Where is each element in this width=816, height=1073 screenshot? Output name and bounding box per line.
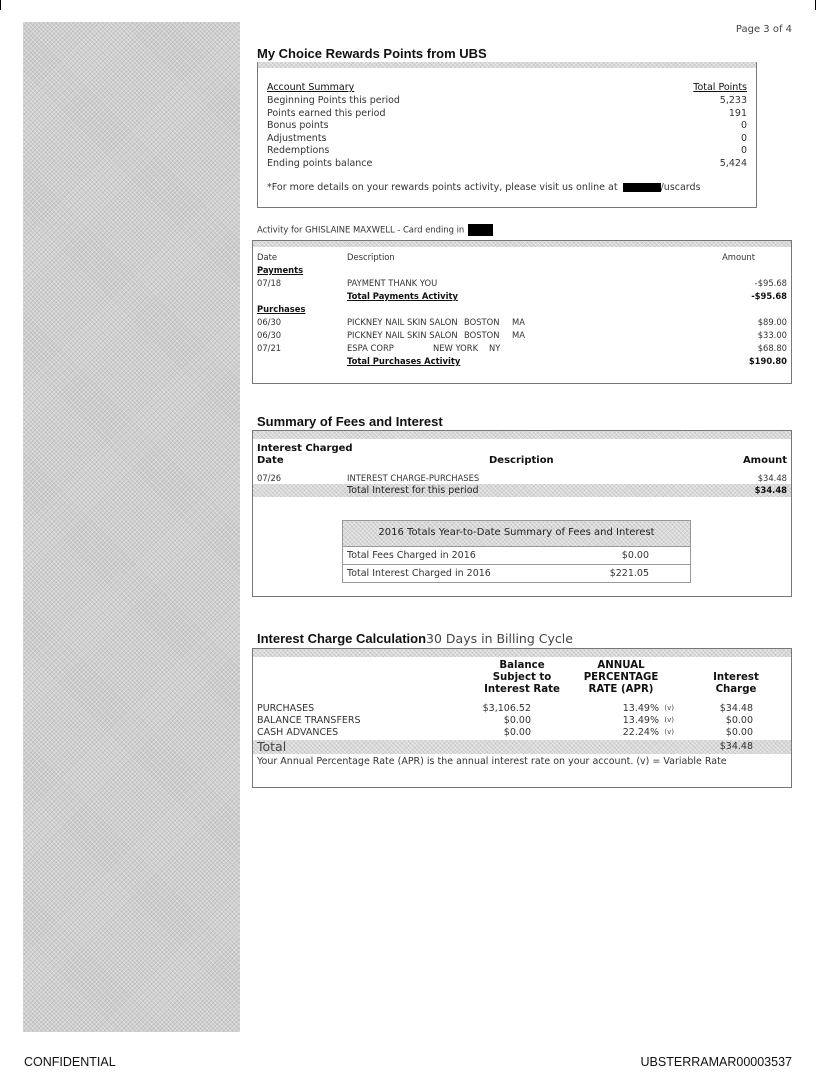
fees-total-row [253, 484, 791, 497]
rewards-note-suffix: /uscards [660, 182, 701, 193]
rewards-row-value: 0 [740, 120, 747, 131]
page-number: Page 3 of 4 [735, 24, 792, 35]
col-amount-header: Amount [722, 252, 755, 262]
ytd-header-band [343, 521, 690, 546]
ytd-row-label: Total Interest Charged in 2016 [347, 568, 491, 579]
bates-number: UBSTERRAMAR00003537 [640, 1055, 792, 1069]
calc-charge: $0.00 [725, 715, 753, 726]
calc-total-amount: $34.48 [719, 741, 753, 752]
calc-balance: $3,106.52 [482, 703, 531, 714]
fees-title: Summary of Fees and Interest [257, 414, 443, 429]
activity-header-row [253, 252, 791, 265]
txn-city: BOSTON [464, 330, 500, 340]
rewards-note [267, 182, 701, 195]
fees-total-amount: $34.48 [754, 485, 787, 495]
account-summary-label: Account Summary [267, 82, 355, 93]
variable-rate-flag: (v) [664, 716, 674, 724]
txn-amount: $89.00 [757, 317, 787, 327]
total-points-label: Total Points [693, 82, 747, 93]
ytd-row-value: $221.05 [609, 568, 649, 579]
calc-row [253, 715, 791, 727]
apr-note: Your Annual Percentage Rate (APR) is the annual interest rate on your account. (v) = Variable Rate [257, 756, 727, 767]
txn-date: 06/30 [257, 330, 282, 340]
txn-date: 06/30 [257, 317, 282, 327]
fee-date: 07/26 [257, 473, 282, 483]
rewards-row-label: Ending points balance [267, 157, 373, 169]
calc-table [252, 648, 792, 788]
calc-total-label: Total [257, 739, 287, 754]
calc-type: BALANCE TRANSFERS [257, 715, 361, 726]
purchases-total-label: Total Purchases Activity [347, 356, 461, 366]
balance-header-line: Interest Rate [484, 684, 560, 695]
calc-row [253, 703, 791, 715]
purchases-label: Purchases [257, 304, 306, 314]
txn-merchant: PICKNEY NAIL SKIN SALON [347, 317, 458, 327]
fees-table [252, 430, 792, 597]
balance-header-line: Subject to [492, 672, 552, 683]
calc-balance: $0.00 [503, 727, 531, 738]
fees-total-label: Total Interest for this period [347, 485, 479, 496]
payments-label: Payments [257, 265, 304, 275]
balance-header-line: Balance [499, 660, 545, 671]
purchases-total-amount: $190.80 [748, 356, 787, 366]
txn-state: NY [489, 343, 501, 353]
rewards-note-prefix: *For more details on your rewards points activity, please visit us online at [267, 182, 618, 193]
apr-header-line: PERCENTAGE [583, 672, 659, 683]
apr-header-line: RATE (APR) [588, 684, 654, 695]
txn-city: BOSTON [464, 317, 500, 327]
txn-amount: $68.80 [757, 343, 787, 353]
txn-merchant: ESPA CORP [347, 343, 394, 353]
calc-total-row [253, 740, 791, 754]
fees-col-date-header: Date [257, 455, 284, 466]
rewards-row-value: 5,424 [719, 157, 747, 169]
ytd-summary-box [342, 520, 691, 583]
rewards-row-value: 191 [728, 107, 747, 119]
payments-total-amount: -$95.68 [751, 291, 787, 301]
ytd-row-value: $0.00 [621, 550, 649, 561]
table-row [253, 278, 791, 291]
txn-date: 07/18 [257, 278, 282, 288]
txn-state: MA [512, 317, 525, 327]
fee-description: INTEREST CHARGE-PURCHASES [347, 473, 480, 483]
ytd-row [343, 546, 690, 564]
fees-hatch-band [253, 431, 791, 439]
txn-state: MA [512, 330, 525, 340]
calc-title: Interest Charge Calculation [257, 631, 427, 646]
variable-rate-flag: (v) [664, 704, 674, 712]
calc-charge: $0.00 [725, 727, 753, 738]
col-description-header: Description [347, 252, 395, 262]
table-row [253, 330, 791, 343]
txn-date: 07/21 [257, 343, 282, 353]
calc-charge: $34.48 [719, 703, 753, 714]
calc-subtitle: 30 Days in Billing Cycle [426, 631, 573, 646]
left-margin-pattern [23, 22, 240, 1032]
rewards-row-label: Bonus points [267, 120, 329, 131]
interest-charged-label: Interest Charged [257, 443, 353, 454]
table-row [253, 317, 791, 330]
activity-hatch-band [253, 241, 791, 247]
rewards-row-value: 0 [740, 132, 747, 144]
charge-header-line: Charge [715, 684, 757, 695]
txn-amount: -$95.68 [754, 278, 787, 288]
table-row [253, 343, 791, 356]
calc-row [253, 727, 791, 739]
rewards-row-value: 0 [740, 145, 747, 156]
calc-heading [257, 628, 573, 647]
purchases-total-row [253, 356, 791, 369]
rewards-row-label: Adjustments [267, 132, 327, 144]
col-date-header: Date [257, 252, 278, 262]
confidential-label: CONFIDENTIAL [24, 1055, 116, 1069]
txn-merchant: PICKNEY NAIL SKIN SALON [347, 330, 458, 340]
balance-header [472, 660, 572, 696]
rewards-row-label: Points earned this period [267, 107, 386, 119]
payments-total-row [253, 291, 791, 304]
apr-header-line: ANNUAL [597, 660, 645, 671]
activity-caption-text: Activity for GHISLAINE MAXWELL - Card ending in [257, 224, 465, 235]
purchases-section-row [253, 304, 791, 317]
rewards-title: My Choice Rewards Points from UBS [257, 46, 487, 61]
activity-table [252, 240, 792, 384]
rewards-row-label: Redemptions [267, 145, 330, 156]
charge-header-line: Interest [713, 672, 759, 683]
calc-type: CASH ADVANCES [257, 727, 339, 738]
apr-header [571, 660, 671, 696]
rewards-summary-box [257, 62, 757, 208]
charge-header [701, 672, 771, 696]
calc-type: PURCHASES [257, 703, 315, 714]
variable-rate-flag: (v) [664, 728, 674, 736]
ytd-row [343, 564, 690, 582]
payments-total-label: Total Payments Activity [347, 291, 458, 301]
txn-city: NEW YORK [433, 343, 479, 353]
calc-apr: 13.49% [622, 703, 659, 714]
page-edge-mark-left [0, 0, 1, 10]
rewards-row-value: 5,233 [719, 95, 747, 106]
redacted-card-number [468, 224, 493, 236]
fees-col-amount-header: Amount [742, 455, 787, 466]
fees-col-description-header: Description [489, 455, 554, 466]
ytd-title: 2016 Totals Year-to-Date Summary of Fees and Interest [378, 527, 655, 538]
rewards-hatch-band [258, 62, 756, 68]
calc-apr: 13.49% [622, 715, 659, 726]
rewards-row-label: Beginning Points this period [267, 95, 400, 106]
fee-amount: $34.48 [757, 473, 787, 483]
activity-caption [257, 224, 493, 236]
txn-amount: $33.00 [757, 330, 787, 340]
calc-balance: $0.00 [503, 715, 531, 726]
txn-description: PAYMENT THANK YOU [347, 278, 438, 288]
calc-apr: 22.24% [622, 727, 659, 738]
ytd-row-label: Total Fees Charged in 2016 [347, 550, 476, 561]
payments-section-row [253, 265, 791, 278]
calc-hatch-band [253, 649, 791, 657]
redacted-url-block [623, 183, 661, 192]
